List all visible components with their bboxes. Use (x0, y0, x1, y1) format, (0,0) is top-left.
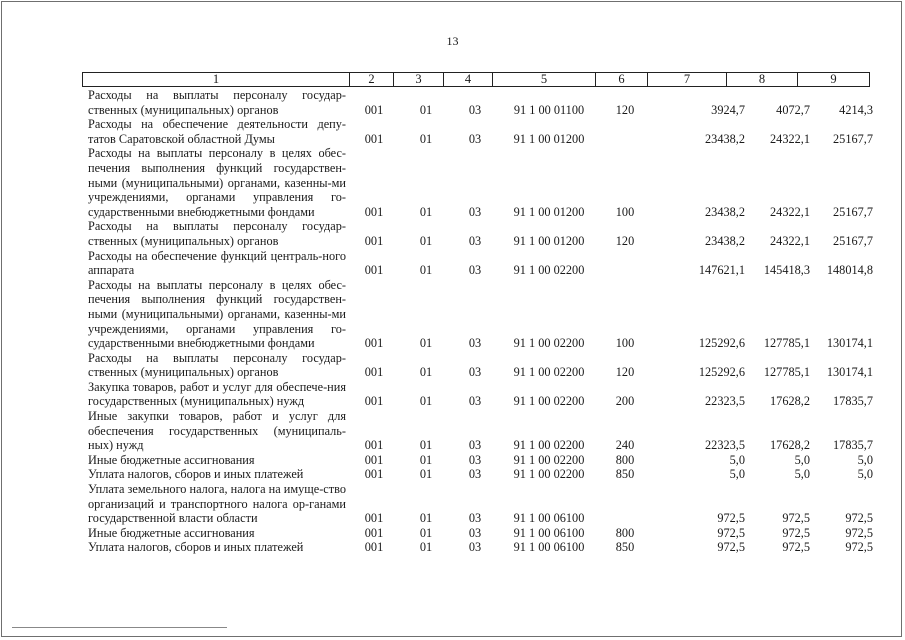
row-cell-5: 91 1 00 02200 (513, 365, 585, 380)
row-cell-3: 01 (419, 131, 433, 146)
row-cell-7: 23438,2 (705, 233, 745, 248)
row-cell-2: 001 (364, 540, 384, 555)
row-cell-4: 03 (468, 102, 482, 117)
row-cell-4: 03 (468, 204, 482, 219)
row-cell-3: 01 (419, 452, 433, 467)
row-cell-9: 972,5 (845, 525, 873, 540)
row-description: Расходы на обеспечение функций централь-ного аппарата (88, 248, 346, 278)
row-cell-7: 972,5 (717, 525, 745, 540)
row-cell-9: 972,5 (845, 511, 873, 526)
row-cell-7: 22323,5 (705, 394, 745, 409)
row-cell-3: 01 (419, 438, 433, 453)
row-cell-9: 25167,7 (833, 131, 873, 146)
row-cell-7: 5,0 (729, 467, 745, 482)
row-cell-8: 972,5 (782, 540, 810, 555)
row-cell-3: 01 (419, 511, 433, 526)
table-body (88, 88, 873, 555)
row-cell-4: 03 (468, 336, 482, 351)
row-description: Расходы на выплаты персоналу в целях обес-печения выполнения функций государствен-ными (муниципальными) органами, казенны-ми учреждениями, органами управления го-сударственными внебюджетными фондами (88, 277, 346, 351)
row-cell-5: 91 1 00 06100 (513, 525, 585, 540)
row-cell-4: 03 (468, 131, 482, 146)
row-description: Уплата налогов, сборов и иных платежей (88, 540, 304, 555)
row-cell-2: 001 (364, 263, 384, 278)
row-cell-6: 800 (615, 525, 635, 540)
row-cell-9: 5,0 (857, 467, 873, 482)
row-cell-8: 127785,1 (763, 365, 810, 380)
table-row (88, 453, 873, 468)
row-cell-2: 001 (364, 336, 384, 351)
row-cell-8: 24322,1 (770, 204, 810, 219)
header-col-5: 5 (492, 72, 596, 87)
header-col-4: 4 (443, 72, 493, 87)
header-col-3: 3 (393, 72, 444, 87)
row-cell-8: 24322,1 (770, 233, 810, 248)
row-cell-4: 03 (468, 263, 482, 278)
row-cell-5: 91 1 00 02200 (513, 467, 585, 482)
header-col-9: 9 (797, 72, 870, 87)
row-description: Уплата земельного налога, налога на имуще-ство организаций и транспортного налога ор-ганами государственной власти области (88, 482, 346, 526)
row-cell-6: 850 (615, 467, 635, 482)
row-cell-6: 100 (615, 336, 635, 351)
row-cell-8: 4072,7 (776, 102, 810, 117)
header-col-7: 7 (647, 72, 727, 87)
row-description: Уплата налогов, сборов и иных платежей (88, 467, 304, 482)
row-cell-5: 91 1 00 06100 (513, 511, 585, 526)
row-cell-8: 17628,2 (770, 438, 810, 453)
table-row (88, 249, 873, 278)
row-cell-9: 25167,7 (833, 233, 873, 248)
row-cell-5: 91 1 00 02200 (513, 263, 585, 278)
row-description: Иные бюджетные ассигнования (88, 452, 255, 467)
row-cell-7: 125292,6 (698, 365, 745, 380)
table-row (88, 380, 873, 409)
row-cell-9: 130174,1 (826, 336, 873, 351)
row-cell-4: 03 (468, 233, 482, 248)
table-row (88, 351, 873, 380)
footer-rule (12, 627, 227, 628)
row-cell-9: 4214,3 (839, 102, 873, 117)
row-cell-7: 125292,6 (698, 336, 745, 351)
row-cell-4: 03 (468, 365, 482, 380)
row-description: Иные закупки товаров, работ и услуг для обеспечения государственных (муниципаль-ных) нужд (88, 409, 346, 453)
row-description: Расходы на выплаты персоналу государ-ственных (муниципальных) органов (88, 219, 346, 248)
row-cell-3: 01 (419, 102, 433, 117)
row-cell-3: 01 (419, 365, 433, 380)
row-cell-3: 01 (419, 204, 433, 219)
row-cell-2: 001 (364, 394, 384, 409)
row-cell-7: 5,0 (729, 452, 745, 467)
row-cell-8: 972,5 (782, 525, 810, 540)
row-cell-8: 24322,1 (770, 131, 810, 146)
row-cell-7: 972,5 (717, 511, 745, 526)
row-cell-7: 22323,5 (705, 438, 745, 453)
row-cell-2: 001 (364, 511, 384, 526)
table-row (88, 219, 873, 248)
row-cell-5: 91 1 00 01200 (513, 233, 585, 248)
table-row (88, 88, 873, 117)
row-cell-9: 17835,7 (833, 438, 873, 453)
row-cell-6: 100 (615, 204, 635, 219)
row-cell-4: 03 (468, 394, 482, 409)
row-cell-7: 23438,2 (705, 204, 745, 219)
row-cell-4: 03 (468, 438, 482, 453)
row-cell-8: 127785,1 (763, 336, 810, 351)
row-cell-7: 972,5 (717, 540, 745, 555)
row-cell-5: 91 1 00 02200 (513, 394, 585, 409)
table-row (88, 146, 873, 219)
row-cell-2: 001 (364, 452, 384, 467)
row-description: Расходы на обеспечение деятельности депу-татов Саратовской областной Думы (88, 117, 346, 146)
table-row (88, 278, 873, 351)
row-description: Расходы на выплаты персоналу государ-ственных (муниципальных) органов (88, 88, 346, 117)
row-cell-2: 001 (364, 131, 384, 146)
row-cell-3: 01 (419, 233, 433, 248)
row-description: Расходы на выплаты персоналу государ-ственных (муниципальных) органов (88, 350, 346, 380)
table-row (88, 467, 873, 482)
row-cell-6: 800 (615, 452, 635, 467)
row-cell-9: 972,5 (845, 540, 873, 555)
page-number: 13 (446, 34, 459, 48)
row-cell-6: 240 (615, 438, 635, 453)
table-row (88, 409, 873, 453)
header-col-8: 8 (726, 72, 798, 87)
row-cell-5: 91 1 00 01200 (513, 204, 585, 219)
table-row (88, 117, 873, 146)
row-cell-5: 91 1 00 02200 (513, 438, 585, 453)
table-row (88, 482, 873, 526)
row-cell-6: 120 (615, 365, 635, 380)
row-cell-2: 001 (364, 438, 384, 453)
row-cell-3: 01 (419, 525, 433, 540)
row-cell-7: 147621,1 (698, 263, 745, 278)
row-cell-2: 001 (364, 233, 384, 248)
row-cell-8: 17628,2 (770, 394, 810, 409)
row-cell-3: 01 (419, 467, 433, 482)
row-cell-2: 001 (364, 102, 384, 117)
row-cell-4: 03 (468, 467, 482, 482)
row-cell-6: 850 (615, 540, 635, 555)
row-cell-8: 5,0 (794, 467, 810, 482)
header-col-2: 2 (349, 72, 394, 87)
row-cell-3: 01 (419, 336, 433, 351)
row-cell-7: 3924,7 (711, 102, 745, 117)
table-row (88, 526, 873, 541)
row-cell-6: 120 (615, 233, 635, 248)
row-description: Иные бюджетные ассигнования (88, 525, 255, 540)
row-cell-4: 03 (468, 540, 482, 555)
row-cell-6: 120 (615, 102, 635, 117)
row-cell-2: 001 (364, 204, 384, 219)
row-cell-9: 17835,7 (833, 394, 873, 409)
table-header (82, 72, 870, 87)
row-cell-4: 03 (468, 511, 482, 526)
table-row (88, 540, 873, 555)
row-cell-5: 91 1 00 06100 (513, 540, 585, 555)
row-cell-2: 001 (364, 467, 384, 482)
row-cell-4: 03 (468, 525, 482, 540)
row-cell-5: 91 1 00 02200 (513, 336, 585, 351)
row-cell-4: 03 (468, 452, 482, 467)
row-cell-8: 5,0 (794, 452, 810, 467)
row-cell-3: 01 (419, 394, 433, 409)
row-cell-5: 91 1 00 01200 (513, 131, 585, 146)
row-cell-8: 972,5 (782, 511, 810, 526)
row-cell-5: 91 1 00 01100 (513, 102, 585, 117)
header-col-6: 6 (595, 72, 648, 87)
row-cell-6: 200 (615, 394, 635, 409)
header-col-1: 1 (82, 72, 350, 87)
row-cell-8: 145418,3 (763, 263, 810, 278)
row-cell-5: 91 1 00 02200 (513, 452, 585, 467)
row-cell-2: 001 (364, 365, 384, 380)
row-cell-3: 01 (419, 263, 433, 278)
row-cell-2: 001 (364, 525, 384, 540)
row-cell-7: 23438,2 (705, 131, 745, 146)
row-cell-9: 148014,8 (826, 263, 873, 278)
row-cell-9: 5,0 (857, 452, 873, 467)
row-cell-9: 25167,7 (833, 204, 873, 219)
row-cell-3: 01 (419, 540, 433, 555)
row-description: Расходы на выплаты персоналу в целях обес-печения выполнения функций государствен-ными (муниципальными) органами, казенны-ми учреждениями, органами управления го-сударственными внебюджетными фондами (88, 146, 346, 219)
row-description: Закупка товаров, работ и услуг для обеспече-ния государственных (муниципальных) нужд (88, 379, 346, 409)
row-cell-9: 130174,1 (826, 365, 873, 380)
